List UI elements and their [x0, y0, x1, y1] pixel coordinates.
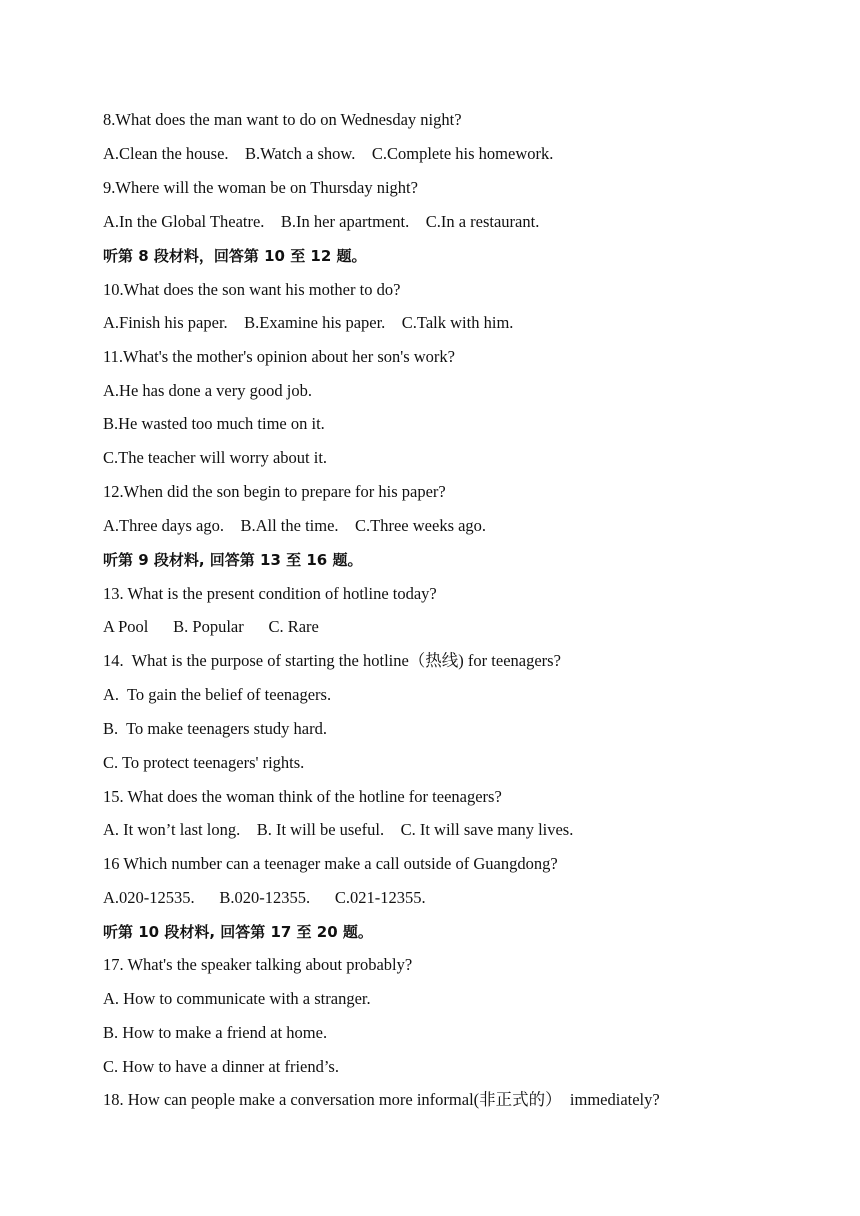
question-15: 15. What does the woman think of the hotline for teenagers?: [103, 787, 502, 806]
options-16: A.020-12535. B.020-12355. C.021-12355.: [103, 888, 426, 907]
question-11: 11.What's the mother's opinion about her son's work?: [103, 347, 455, 366]
option-17-a: A. How to communicate with a stranger.: [103, 989, 371, 1008]
question-12: 12.When did the son begin to prepare for his paper?: [103, 482, 446, 501]
option-11-a: A.He has done a very good job.: [103, 381, 312, 400]
question-8: 8.What does the man want to do on Wednesday night?: [103, 110, 462, 129]
option-17-c: C. How to have a dinner at friend’s.: [103, 1057, 339, 1076]
options-15: A. It won’t last long. B. It will be useful. C. It will save many lives.: [103, 820, 574, 839]
section-heading-10: 听第 10 段材料, 回答第 17 至 20 题。: [103, 923, 373, 941]
section-heading-9: 听第 9 段材料, 回答第 13 至 16 题。: [103, 551, 363, 569]
option-11-b: B.He wasted too much time on it.: [103, 414, 325, 433]
question-18: 18. How can people make a conversation more informal(非正式的） immediately?: [103, 1090, 660, 1109]
option-14-a: A. To gain the belief of teenagers.: [103, 685, 332, 704]
options-13: A Pool B. Popular C. Rare: [103, 617, 319, 636]
option-14-c: C. To protect teenagers' rights.: [103, 753, 305, 772]
options-9: A.In the Global Theatre. B.In her apartment. C.In a restaurant.: [103, 212, 540, 231]
question-17: 17. What's the speaker talking about probably?: [103, 955, 413, 974]
options-10: A.Finish his paper. B.Examine his paper. C.Talk with him.: [103, 313, 514, 332]
question-14: 14. What is the purpose of starting the hotline（热线) for teenagers?: [103, 651, 561, 670]
options-8: A.Clean the house. B.Watch a show. C.Complete his homework.: [103, 144, 554, 163]
question-10: 10.What does the son want his mother to do?: [103, 280, 401, 299]
option-14-b: B. To make teenagers study hard.: [103, 719, 327, 738]
question-13: 13. What is the present condition of hotline today?: [103, 584, 437, 603]
question-9: 9.Where will the woman be on Thursday night?: [103, 178, 418, 197]
question-16: 16 Which number can a teenager make a call outside of Guangdong?: [103, 854, 558, 873]
option-17-b: B. How to make a friend at home.: [103, 1023, 328, 1042]
options-12: A.Three days ago. B.All the time. C.Three weeks ago.: [103, 516, 487, 535]
option-11-c: C.The teacher will worry about it.: [103, 448, 328, 467]
section-heading-8: 听第 8 段材料，回答第 10 至 12 题。: [103, 247, 367, 265]
